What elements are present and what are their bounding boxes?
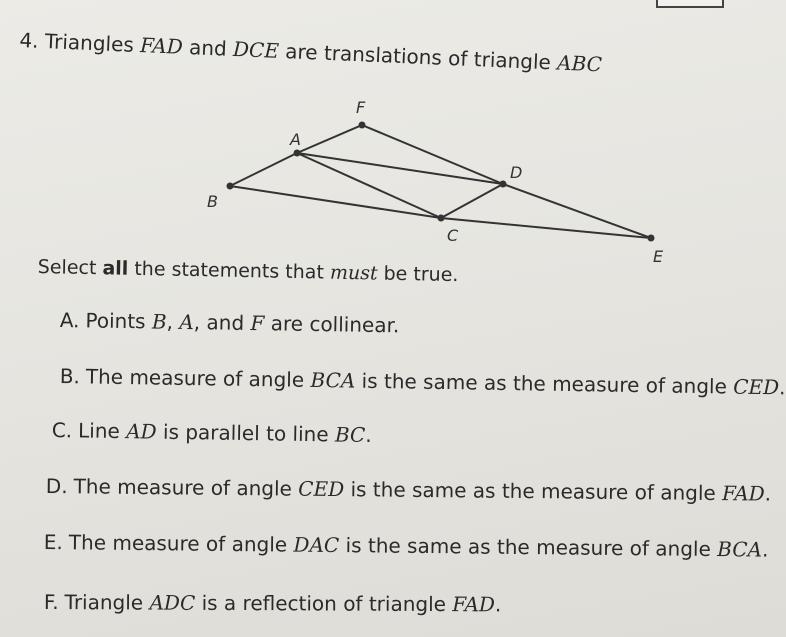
- prompt-middle: the statements that: [134, 257, 325, 284]
- prompt-after: be true.: [383, 262, 459, 287]
- option-text: The measure of angle CED is the same as the measure of angle FAD.: [73, 474, 772, 506]
- option-a[interactable]: [60, 308, 400, 337]
- option-c[interactable]: [52, 418, 372, 447]
- option-e[interactable]: [44, 530, 769, 562]
- label-d: D: [510, 163, 523, 182]
- question-and: and: [188, 35, 228, 61]
- option-letter: D.: [45, 474, 68, 499]
- prompt-before: Select: [37, 256, 97, 280]
- option-text: Line AD is parallel to line BC.: [77, 418, 372, 448]
- label-a: A: [290, 130, 301, 149]
- label-b: B: [207, 192, 218, 211]
- question-text-after: are translations of triangle: [284, 39, 552, 75]
- option-d[interactable]: [46, 474, 771, 506]
- option-letter: E.: [43, 530, 63, 555]
- option-letter: F.: [43, 590, 59, 615]
- option-b[interactable]: [60, 364, 786, 399]
- label-f: F: [356, 98, 366, 117]
- triangle-dce-label: DCE: [232, 36, 280, 63]
- label-e: E: [653, 247, 664, 266]
- option-letter: C.: [51, 418, 73, 443]
- prompt-italic-must: must: [329, 261, 378, 285]
- option-letter: A.: [59, 308, 80, 333]
- option-f[interactable]: [44, 590, 502, 616]
- option-text: Points B, A, and F are collinear.: [85, 308, 400, 338]
- prompt-bold-all: all: [102, 257, 129, 280]
- option-letter: B.: [59, 364, 81, 389]
- question-text-before: Triangles: [44, 29, 135, 57]
- option-text: Triangle ADC is a reflection of triangle FAD.: [64, 590, 502, 617]
- question-number: 4.: [18, 28, 40, 53]
- triangle-abc-label: ABC: [556, 50, 603, 77]
- option-text: The measure of angle BCA is the same as the measure of angle CED.: [85, 364, 786, 400]
- option-text: The measure of angle DAC is the same as the measure of angle BCA.: [68, 530, 769, 562]
- triangle-fad-label: FAD: [139, 33, 184, 59]
- label-c: C: [447, 226, 459, 245]
